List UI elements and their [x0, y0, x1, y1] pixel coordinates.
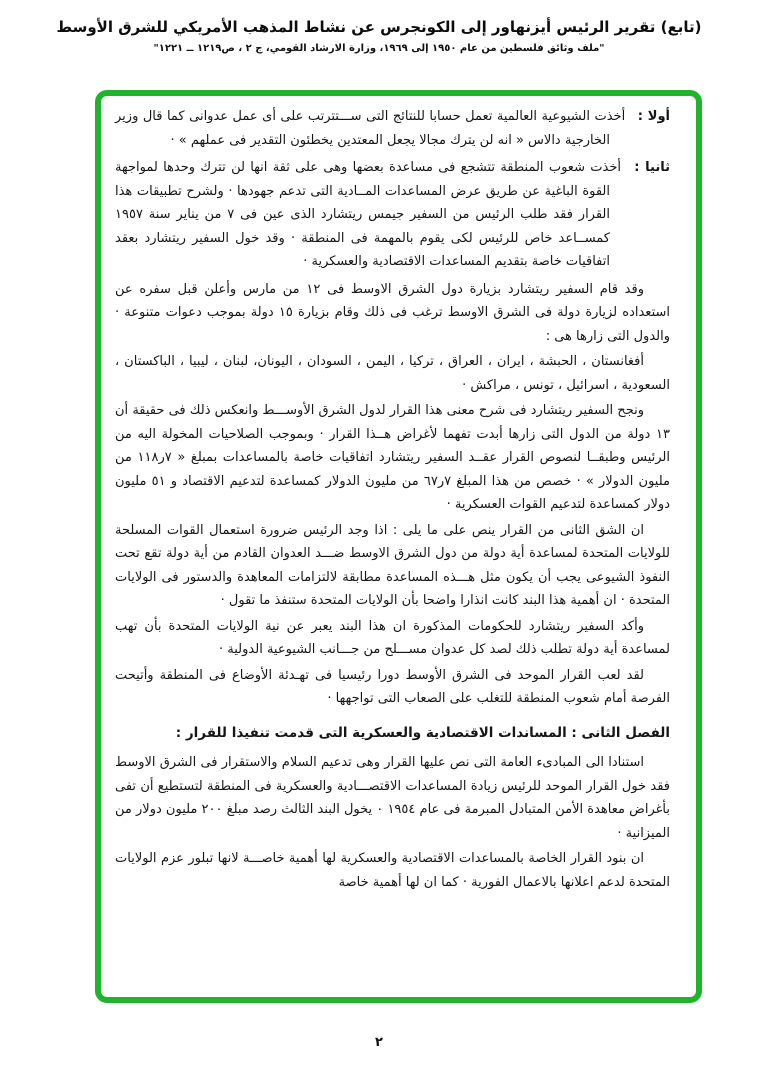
paragraph: وأكد السفير ريتشارد للحكومات المذكورة ان هذا البند يعبر عن نية الولايات المتحدة بأن تهب لمساعدة أية دولة تطلب ذلك لصد كل عدوان مســـلح من جـــانب الشيوعية الدولية ·: [115, 618, 670, 657]
paragraph: ان الشق الثانى من القرار ينص على ما يلى : اذا وجد الرئيس ضرورة استعمال القوات المسلحة للولايات المتحدة لمساعدة أية دولة من دول الشرق الاوسط ضـــد العدوان القادم من أية دولة تقع تحت النفوذ الشيوعى يجب أن يكون مثل هـــذه المساعدة مطابقة لالتزامات المعاهدة والدستور فى الولايات المتحدة · ان أهمية هذا البند كانت انذارا واضحا بأن الولايات المتحدة ستنفذ ما تقول ·: [115, 522, 670, 608]
paragraph: ان بنود القرار الخاصة بالمساعدات الاقتصادية والعسكرية لها أهمية خاصـــة لانها تبلور عزم الولايات المتحدة لدعم اعلانها بالاعمال الفورية · كما ان لها أهمية خاصة: [115, 851, 670, 890]
paragraph: أولا : أخذت الشيوعية العالمية تعمل حسابا للنتائج التى ســـتترتب على أى عمل عدوانى كما قال وزير الخارجية دالاس « انه لن يترك مجالا يجعل المعتدين يخطئون التقدير فى عملهم » ·: [115, 109, 670, 148]
content-border-box: [95, 90, 702, 1003]
section-heading: الفصل الثانى : المساندات الاقتصادية والعسكرية التى قدمت تنفيذا للقرار :: [175, 724, 670, 741]
document-header: [0, 0, 758, 54]
paragraph: لقد لعب القرار الموحد فى الشرق الأوسط دورا رئيسيا فى تهـدئة الأوضاع فى المنطقة وأتيحت الفرصة أمام شعوب المنطقة للتغلب على الصعاب التى تواجهها ·: [115, 667, 670, 706]
paragraph: ثانيا : أخذت شعوب المنطقة تتشجع فى مساعدة بعضها وهى على ثقة انها لن تترك وحدها لمواجهة القوة الباغية عن طريق عرض المساعدات المــادية التى تدعم جهودها · ولشرح تطبيقات هذا القرار فقد طلب الرئيس من السفير جيمس ريتشارد الذى عين فى ٧ من يناير سنة ١٩٥٧ كمســاعد خاص للرئيس لكى يقوم بالمهمة فى المنطقة · وقد خول السفير ريتشارد بعقد اتفاقيات خاصة بتقديم المساعدات الاقتصادية والعسكرية ·: [115, 160, 670, 269]
paragraph: أفغانستان ، الحبشة ، ايران ، العراق ، تركيا ، اليمن ، السودان ، اليونان، لبنان ، ليبيا ، الباكستان ، السعودية ، اسرائيل ، تونس ، مراكش ·: [115, 354, 670, 393]
page-number: ٢: [375, 1035, 383, 1050]
page-title: (تابع) تقرير الرئيس أيزنهاور إلى الكونجرس عن نشاط المذهب الأمريكي للشرق الأوسط: [56, 18, 702, 36]
paragraph-list: [115, 105, 670, 894]
source-citation: "ملف وثائق فلسطين من عام ١٩٥٠ إلى ١٩٦٩، وزارة الارشاد القومي، ج ٢ ، ص١٢١٩ ــ ١٢٢١": [153, 43, 605, 54]
paragraph-label: ثانيا :: [634, 160, 670, 175]
paragraph: استنادا الى المبادىء العامة التى نص عليها القرار وهى تدعيم السلام والاستقرار فى الشرق الاوسط فقد خول القرار الموحد للرئيس زيادة المساعدات الاقتصـــادية والعسكرية فى المنطقة لتستطيع أن تفى بأغراض معاهدة الأمن المتبادل المبرمة فى عام ١٩٥٤ ٠ يخول البند الثالث رصد مبلغ ٢٠٠ مليون دولار من الميزانية ·: [115, 755, 671, 841]
paragraph-label: أولا :: [637, 109, 670, 124]
paragraph: وقد قام السفير ريتشارد بزيارة دول الشرق الاوسط فى ١٢ من مارس وأعلن قبل سفره عن استعداده لزيارة دولة فى الشرق الاوسط ترغب فى ذلك وقام بزيارة ١٥ دولة بموجب دعوات متنوعة · والدول التى زارها هى :: [115, 281, 671, 344]
paragraph: ونجح السفير ريتشارد فى شرح معنى هذا القرار لدول الشرق الأوســـط وانعكس ذلك فى حقيقة أن ١٣ دولة من الدول التى زارها أبدت تفهما لأغراض هــذا القرار · وبموجب الصلاحيات المخولة اليه من الرئيس وطبقــا لنصوص القرار عقــد السفير ريتشارد اتفاقيات خاصة بالمساعدات بمبلغ « ٧ر١١٨ من مليون الدولار » · خصص من هذا المبلغ ٧ر٦٧ من مليون الدولار كمساعدة لتدعيم الاقتصاد و ٥١ مليون دولار كمساعدة لتدعيم القوات العسكرية ·: [115, 403, 670, 512]
